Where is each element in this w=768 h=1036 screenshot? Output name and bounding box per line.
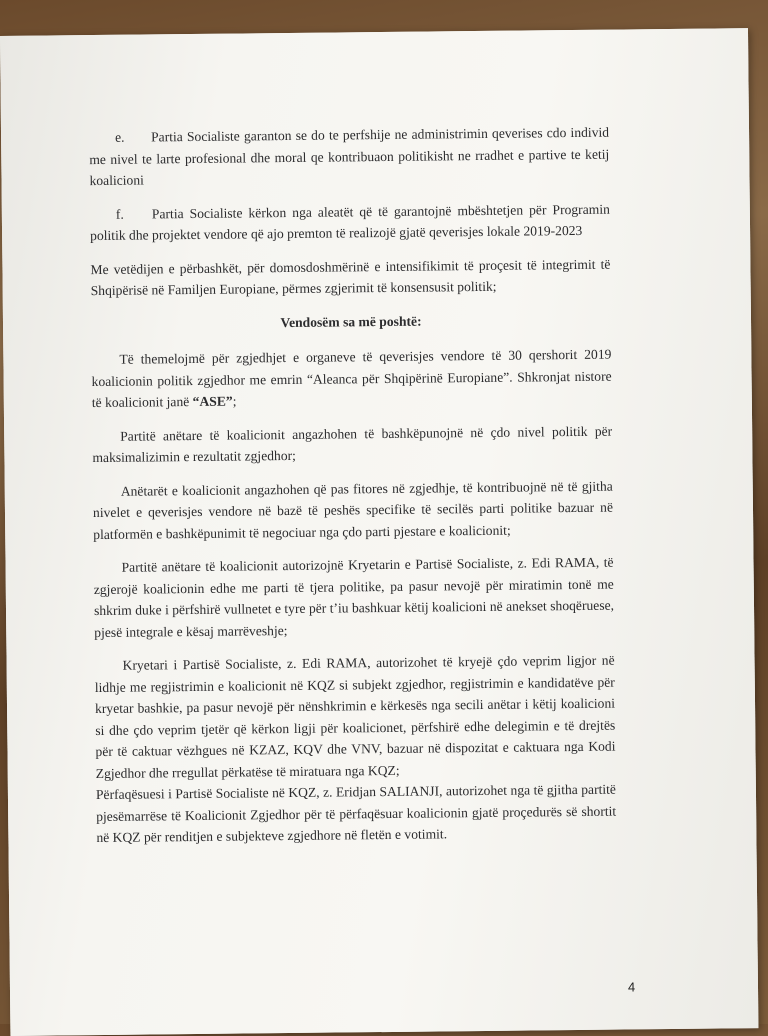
document-body (89, 122, 617, 861)
intro-paragraph: Me vetëdijen e përbashkët, për domosdoshmërinë e intensifikimit të proçesit të integrimit të Shqipërisë në Familjen Europiane, përmes zgjerimit të konsensusit politik; (90, 256, 611, 299)
coalition-acronym: “ASE” (192, 393, 233, 410)
paragraph-1-end: ; (232, 393, 237, 409)
paragraph-1 (91, 344, 612, 414)
section-heading: Vendosëm sa më poshtë: (280, 313, 422, 330)
item-f (90, 198, 610, 246)
paragraph-4: Partitë anëtare të koalicionit autorizojnë Kryetarin e Partisë Socialiste, z. Edi RAMA, të zgjerojë koalicionin edhe me parti të tjera politike, pa pasur nevojë për miratimin tonë me shkrim duke i përfshirë vullnetet e tyre për t’iu bashkuar këtij koalicioni në anekset shoqëruese, pjesë integrale e kësaj marrëveshje; (93, 554, 615, 640)
item-e (89, 122, 610, 192)
item-e-text: Partia Socialiste garanton se do te perfshije ne administrimin qeverises cdo individ me nivel te larte profesional dhe moral qe kontribuaon politikisht ne rradhet e partive te ketij koalicioni (89, 124, 610, 189)
page-number: 4 (627, 979, 636, 995)
item-f-text: Partia Socialiste kërkon nga aleatët që të garantojnë mbështetjen për Programin politik dhe projektet vendore që ajo premton të realizojë gjatë qeverisjes lokale 2019-2023 (90, 201, 610, 244)
item-f-letter: f. (115, 206, 124, 222)
paragraph-5: Kryetari i Partisë Socialiste, z. Edi RAMA, autorizohet të kryejë çdo veprim ligjor në lidhje me regjistrimin e koalicionit në KQZ si subjekt zgjedhor, regjistrimin e kandidatëve për kryetar bashkie, pa pasur nevojë për nënshkrimin e kërkesës nga secili anëtar i këtij koalicioni si dhe çdo veprim tjetër që kërkon ligji për koalicionet, përfshirë edhe delegimin e të drejtës për të caktuar vëzhgues në KZAZ, KQV dhe VNV, bazuar në dispozitat e caktuara nga Kodi Zgjedhor dhe rregullat përkatëse të miratuara nga KQZ; (94, 652, 616, 781)
paragraph-3: Anëtarët e koalicionit angazhohen që pas fitores në zgjedhje, të kontribuojnë në të gjitha nivelet e qeverisjes vendore në bazë të peshës specifike të secilës parti politike bazuar në platformën e bashkëpunimit të negociuar nga çdo parti pjestare e koalicionit; (92, 478, 614, 542)
document-page (0, 28, 758, 1036)
item-e-letter: e. (114, 129, 125, 145)
paragraph-2: Partitë anëtare të koalicionit angazhohen të bashkëpunojnë në çdo nivel politik për maksimalizimin e rezultatit zgjedhor; (92, 423, 613, 466)
paragraph-1-text: Të themelojmë për zgjedhjet e organeve të qeverisjes vendore të 30 qershorit 2019 koalicionin politik zgjedhor me emrin “Aleanca për Shqipërinë Europiane”. Shkronjat nistore të koalicionit janë (91, 346, 612, 411)
paragraph-6: Përfaqësuesi i Partisë Socialiste në KQZ, z. Eridjan SALIANJI, autorizohet nga të gjitha partitë pjesëmarrëse të Koalicionit Zgjedhor për të përfaqësuar koalicionin gjatë proçedurës së shortit në KQZ për renditjen e subjekteve zgjedhore në fletën e votimit. (95, 781, 617, 846)
